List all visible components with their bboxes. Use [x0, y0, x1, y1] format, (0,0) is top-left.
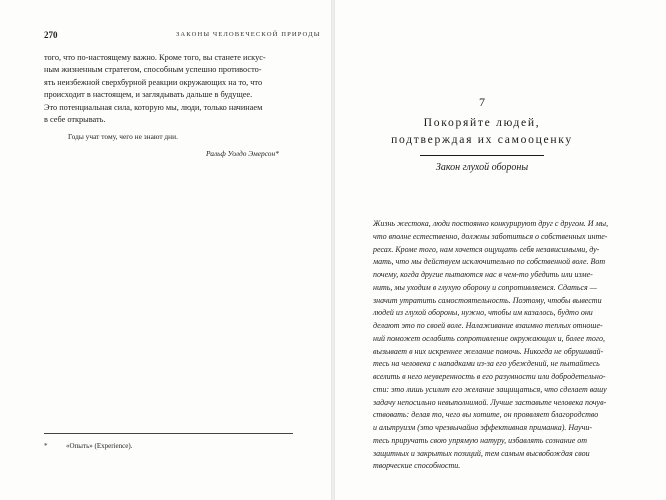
chapter-title: [391, 114, 573, 148]
text-line: вселить в него неуверенность в его разумности или добродетельно-: [373, 372, 606, 381]
text-line: вызывает в них искреннее желание помочь. Никогда не обрушивай-: [373, 346, 604, 356]
text-line: происходит в настоящем, и заглядывать дальше в будущее.: [44, 90, 253, 100]
text-line: что вполне естественно, должны заботиться о собственных инте-: [373, 231, 608, 241]
text-line: ний поможет ослабить сопротивление окружающих и, более того,: [373, 333, 606, 343]
text-line: задачу непосильно невыполнимой. Лучше заставьте человека почув-: [373, 397, 607, 407]
text-line: ресах. Кроме того, нам хочется ощущать себя независимыми, ду-: [373, 244, 600, 254]
epigraph: Годы учат тому, чего не знают дни.: [68, 132, 178, 141]
text-line: защитных и закрытых позиций, тем самым высвобождая свои: [373, 448, 590, 458]
text-line: того, что по-настоящему важно. Кроме того, вы станете искус-: [44, 53, 266, 62]
footnote-text: «Опыть» (Experience).: [66, 442, 133, 450]
chapter-number: 7: [479, 95, 485, 109]
chapter-divider: [420, 155, 544, 156]
text-line: и альтруизм (это чрезвычайно эффективная приманка). Научи-: [373, 423, 593, 432]
text-line: людей из глухой обороны, нужно, чтобы им казалось, будто они: [373, 308, 593, 318]
chapter-title-line: подтверждая их самооценку: [391, 133, 573, 146]
left-body-text: [44, 52, 294, 126]
chapter-title-line: Покоряйте людей,: [423, 116, 541, 129]
text-line: тесь приручать свою упрямую натуру, избавлять сознание от: [373, 435, 588, 445]
text-line: значит утратить самостоятельность. Поэтому, чтобы вывести: [373, 295, 602, 305]
chapter-intro-text: [373, 218, 625, 473]
text-line: делают это по своей воле. Налаживание взаимно теплых отноше-: [373, 321, 603, 330]
text-line: мать, что мы действуем исключительно по собственной воле. Вот: [373, 257, 606, 267]
running-head: ЗАКОНЫ ЧЕЛОВЕЧЕСКОЙ ПРИРОДЫ: [176, 31, 321, 38]
text-line: ствовать: делая то, чего вы хотите, он проявляет благородство: [373, 410, 599, 420]
text-line: Жизнь жестока, люди постоянно конкурируют друг с другом. И мы,: [373, 219, 609, 228]
text-line: нить, мы уходим в глухую оборону и сопротивляемся. Сдаться —: [373, 282, 597, 292]
page-number: 270: [44, 30, 58, 40]
text-line: ным жизненным стратегом, способным успешно противосто-: [44, 65, 262, 75]
text-line: в себе открывать.: [44, 115, 106, 125]
text-line: Это потенциальная сила, которую мы, люди, только начинаем: [44, 102, 263, 112]
text-line: тесь на человека с нападками из-за его убеждений, не пытайтесь: [373, 359, 600, 369]
text-line: ять неизбежной сверхбурной реакции окружающих на то, что: [44, 77, 263, 87]
text-line: почему, когда другие пытаются нас в чем-то убедить или изме-: [373, 270, 593, 279]
footnote-mark: *: [44, 442, 48, 450]
footnote-divider: [44, 433, 293, 434]
footnote: [44, 442, 132, 450]
left-page: [0, 0, 331, 500]
chapter-subtitle: Закон глухой обороны: [435, 162, 529, 173]
text-line: творческие способности.: [373, 461, 461, 471]
epigraph-attribution: Ральф Уолдо Эмерсон*: [206, 149, 279, 158]
text-line: сти: это лишь усилит его желание защищаться, что сделает вашу: [373, 384, 607, 394]
